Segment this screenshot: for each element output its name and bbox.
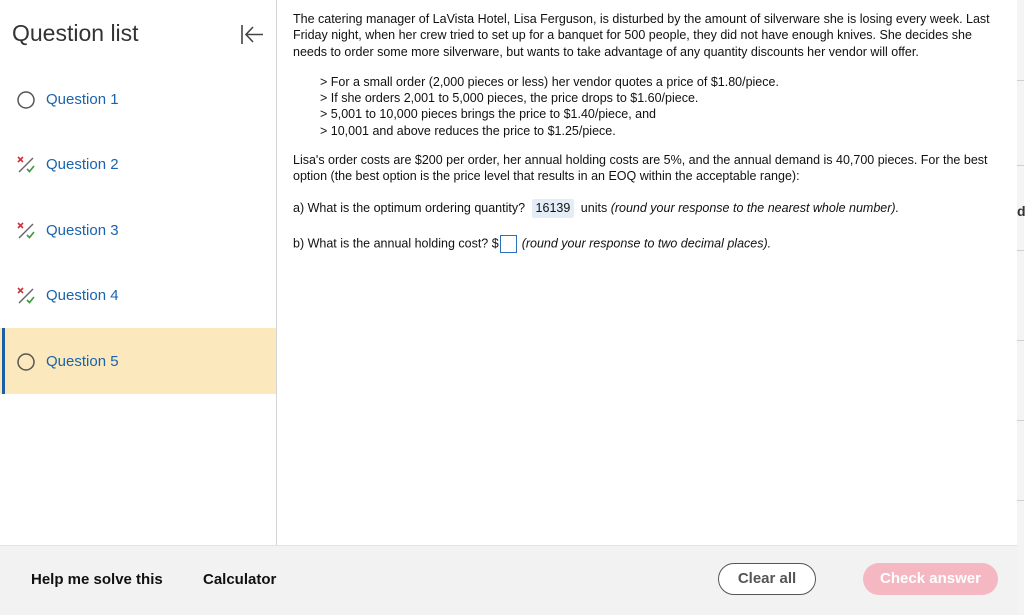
collapse-sidebar-button[interactable]	[236, 20, 266, 50]
partial-credit-icon	[16, 286, 36, 306]
collapse-left-icon	[236, 20, 266, 50]
part-a-units: units	[580, 200, 608, 215]
part-a	[293, 199, 993, 218]
part-a-prompt: a) What is the optimum ordering quantity?	[293, 200, 526, 215]
question-label: Question 5	[46, 353, 119, 370]
check-answer-button[interactable]: Check answer	[863, 563, 998, 595]
partial-credit-icon	[16, 155, 36, 175]
question-label: Question 2	[46, 156, 119, 173]
question-item-2[interactable]	[0, 131, 276, 197]
edge-text-fragment: d	[1017, 203, 1026, 219]
question-label: Question 1	[46, 91, 119, 108]
calculator-button[interactable]: Calculator	[203, 571, 277, 588]
question-list-sidebar	[0, 0, 277, 545]
clear-all-button[interactable]: Clear all	[718, 563, 816, 595]
part-b-note: (round your response to two decimal places).	[521, 235, 772, 250]
help-me-solve-button[interactable]: Help me solve this	[31, 571, 163, 588]
sidebar-header	[0, 0, 276, 66]
empty-circle-icon	[16, 352, 36, 372]
question-item-5[interactable]	[0, 328, 276, 394]
adjacent-window-edge	[1017, 0, 1024, 615]
footer-bar	[0, 545, 1017, 615]
price-options-list	[320, 74, 993, 139]
part-b-prompt: b) What is the annual holding cost? $	[293, 235, 499, 250]
price-option: > 10,001 and above reduces the price to $1.25/piece.	[320, 123, 616, 138]
sidebar-title: Question list	[12, 20, 139, 46]
part-a-answer[interactable]: 16139	[532, 199, 575, 218]
price-option: > For a small order (2,000 pieces or less) her vendor quotes a price of $1.80/piece.	[320, 74, 779, 89]
question-intro: The catering manager of LaVista Hotel, Lisa Ferguson, is disturbed by the amount of silverware she is losing every week. Last Friday night, when her crew tried to set up for a banquet for 500 people, they did not have enough knives. She decides she needs to order some more silverware, but wants to take advantage of any quantity discounts her vendor will offer.	[293, 12, 990, 59]
question-label: Question 3	[46, 222, 119, 239]
part-a-note: (round your response to the nearest whole number).	[610, 200, 900, 215]
price-option: > 5,001 to 10,000 pieces brings the price to $1.40/piece, and	[320, 107, 657, 122]
question-item-4[interactable]	[0, 262, 276, 328]
question-details: Lisa's order costs are $200 per order, her annual holding costs are 5%, and the annual demand is 40,700 pieces. For the best option (the best option is the price level that results in an EOQ within the acceptable range):	[293, 153, 988, 184]
question-panel	[277, 0, 1017, 545]
question-item-1[interactable]	[0, 66, 276, 132]
question-content	[293, 11, 993, 270]
empty-circle-icon	[16, 90, 36, 110]
price-option: > If she orders 2,001 to 5,000 pieces, the price drops to $1.60/piece.	[320, 91, 699, 106]
part-b	[293, 235, 993, 253]
part-b-answer-input[interactable]	[500, 235, 517, 253]
partial-credit-icon	[16, 221, 36, 241]
question-item-3[interactable]	[0, 197, 276, 263]
question-label: Question 4	[46, 287, 119, 304]
